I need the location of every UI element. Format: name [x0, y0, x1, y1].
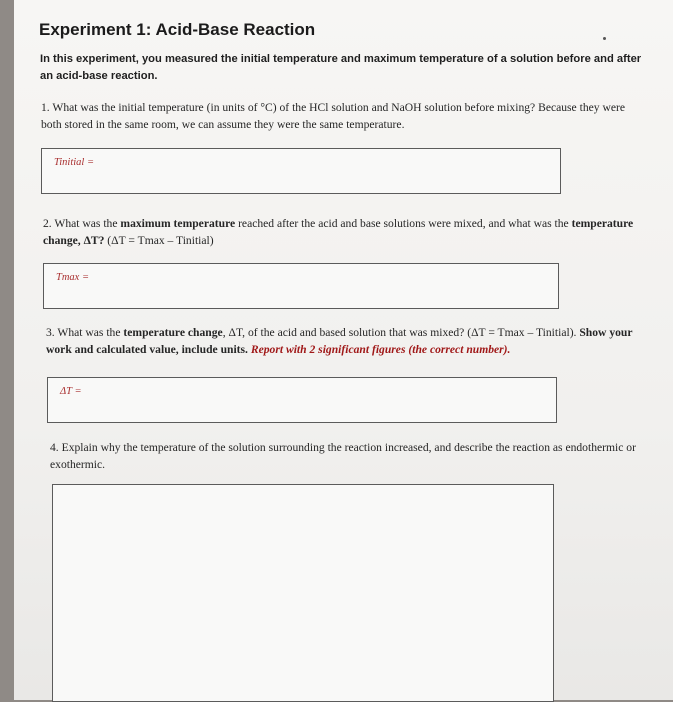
- answer-label: ΔT =: [60, 386, 82, 397]
- intro-text: In this experiment, you measured the initial temperature and maximum temperature of a solution before and after an acid-base reaction.: [40, 53, 642, 82]
- question-bold: maximum temperature: [120, 217, 236, 230]
- question-text: reached after the acid and base solutions were mixed, and what was the: [238, 217, 569, 230]
- answer-box-delta-t[interactable]: [47, 377, 557, 423]
- answer-box-initial-temp[interactable]: [41, 148, 561, 194]
- question-3: [46, 324, 658, 358]
- question-number: 4.: [50, 441, 59, 454]
- question-bold: Show your work and calculated value, include units.: [46, 326, 633, 356]
- stray-mark: [603, 37, 606, 40]
- answer-box-explanation[interactable]: [52, 484, 554, 702]
- question-number: 2.: [43, 217, 52, 230]
- worksheet-page: [14, 0, 673, 700]
- question-instruction: Report with 2 significant figures (the correct number).: [250, 343, 511, 356]
- answer-box-max-temp[interactable]: [43, 263, 559, 309]
- question-4: [50, 439, 640, 473]
- question-text: , ΔT, of the acid and based solution that was mixed? (ΔT = Tmax – Tinitial).: [222, 326, 577, 339]
- answer-label: Tinitial =: [54, 157, 95, 168]
- question-bold: temperature change, ΔT?: [43, 217, 634, 247]
- answer-label: Tmax =: [56, 272, 90, 283]
- question-text: What was the: [54, 217, 118, 230]
- question-text: Explain why the temperature of the solution surrounding the reaction increased, and describe the reaction as endothermic or exothermic.: [50, 441, 636, 471]
- question-1: [41, 99, 641, 133]
- question-bold: temperature change: [123, 326, 223, 339]
- question-number: 3.: [46, 326, 55, 339]
- question-number: 1.: [41, 101, 50, 114]
- question-text: What was the: [57, 326, 121, 339]
- question-formula: (ΔT = Tmax – Tinitial): [107, 234, 214, 247]
- page-title: Experiment 1: Acid-Base Reaction: [39, 20, 316, 39]
- question-text: What was the initial temperature (in units of °C) of the HCl solution and NaOH solution before mixing? Because they were both stored in the same room, we can assume they were the same temperature.: [41, 101, 625, 131]
- question-2: [43, 215, 653, 249]
